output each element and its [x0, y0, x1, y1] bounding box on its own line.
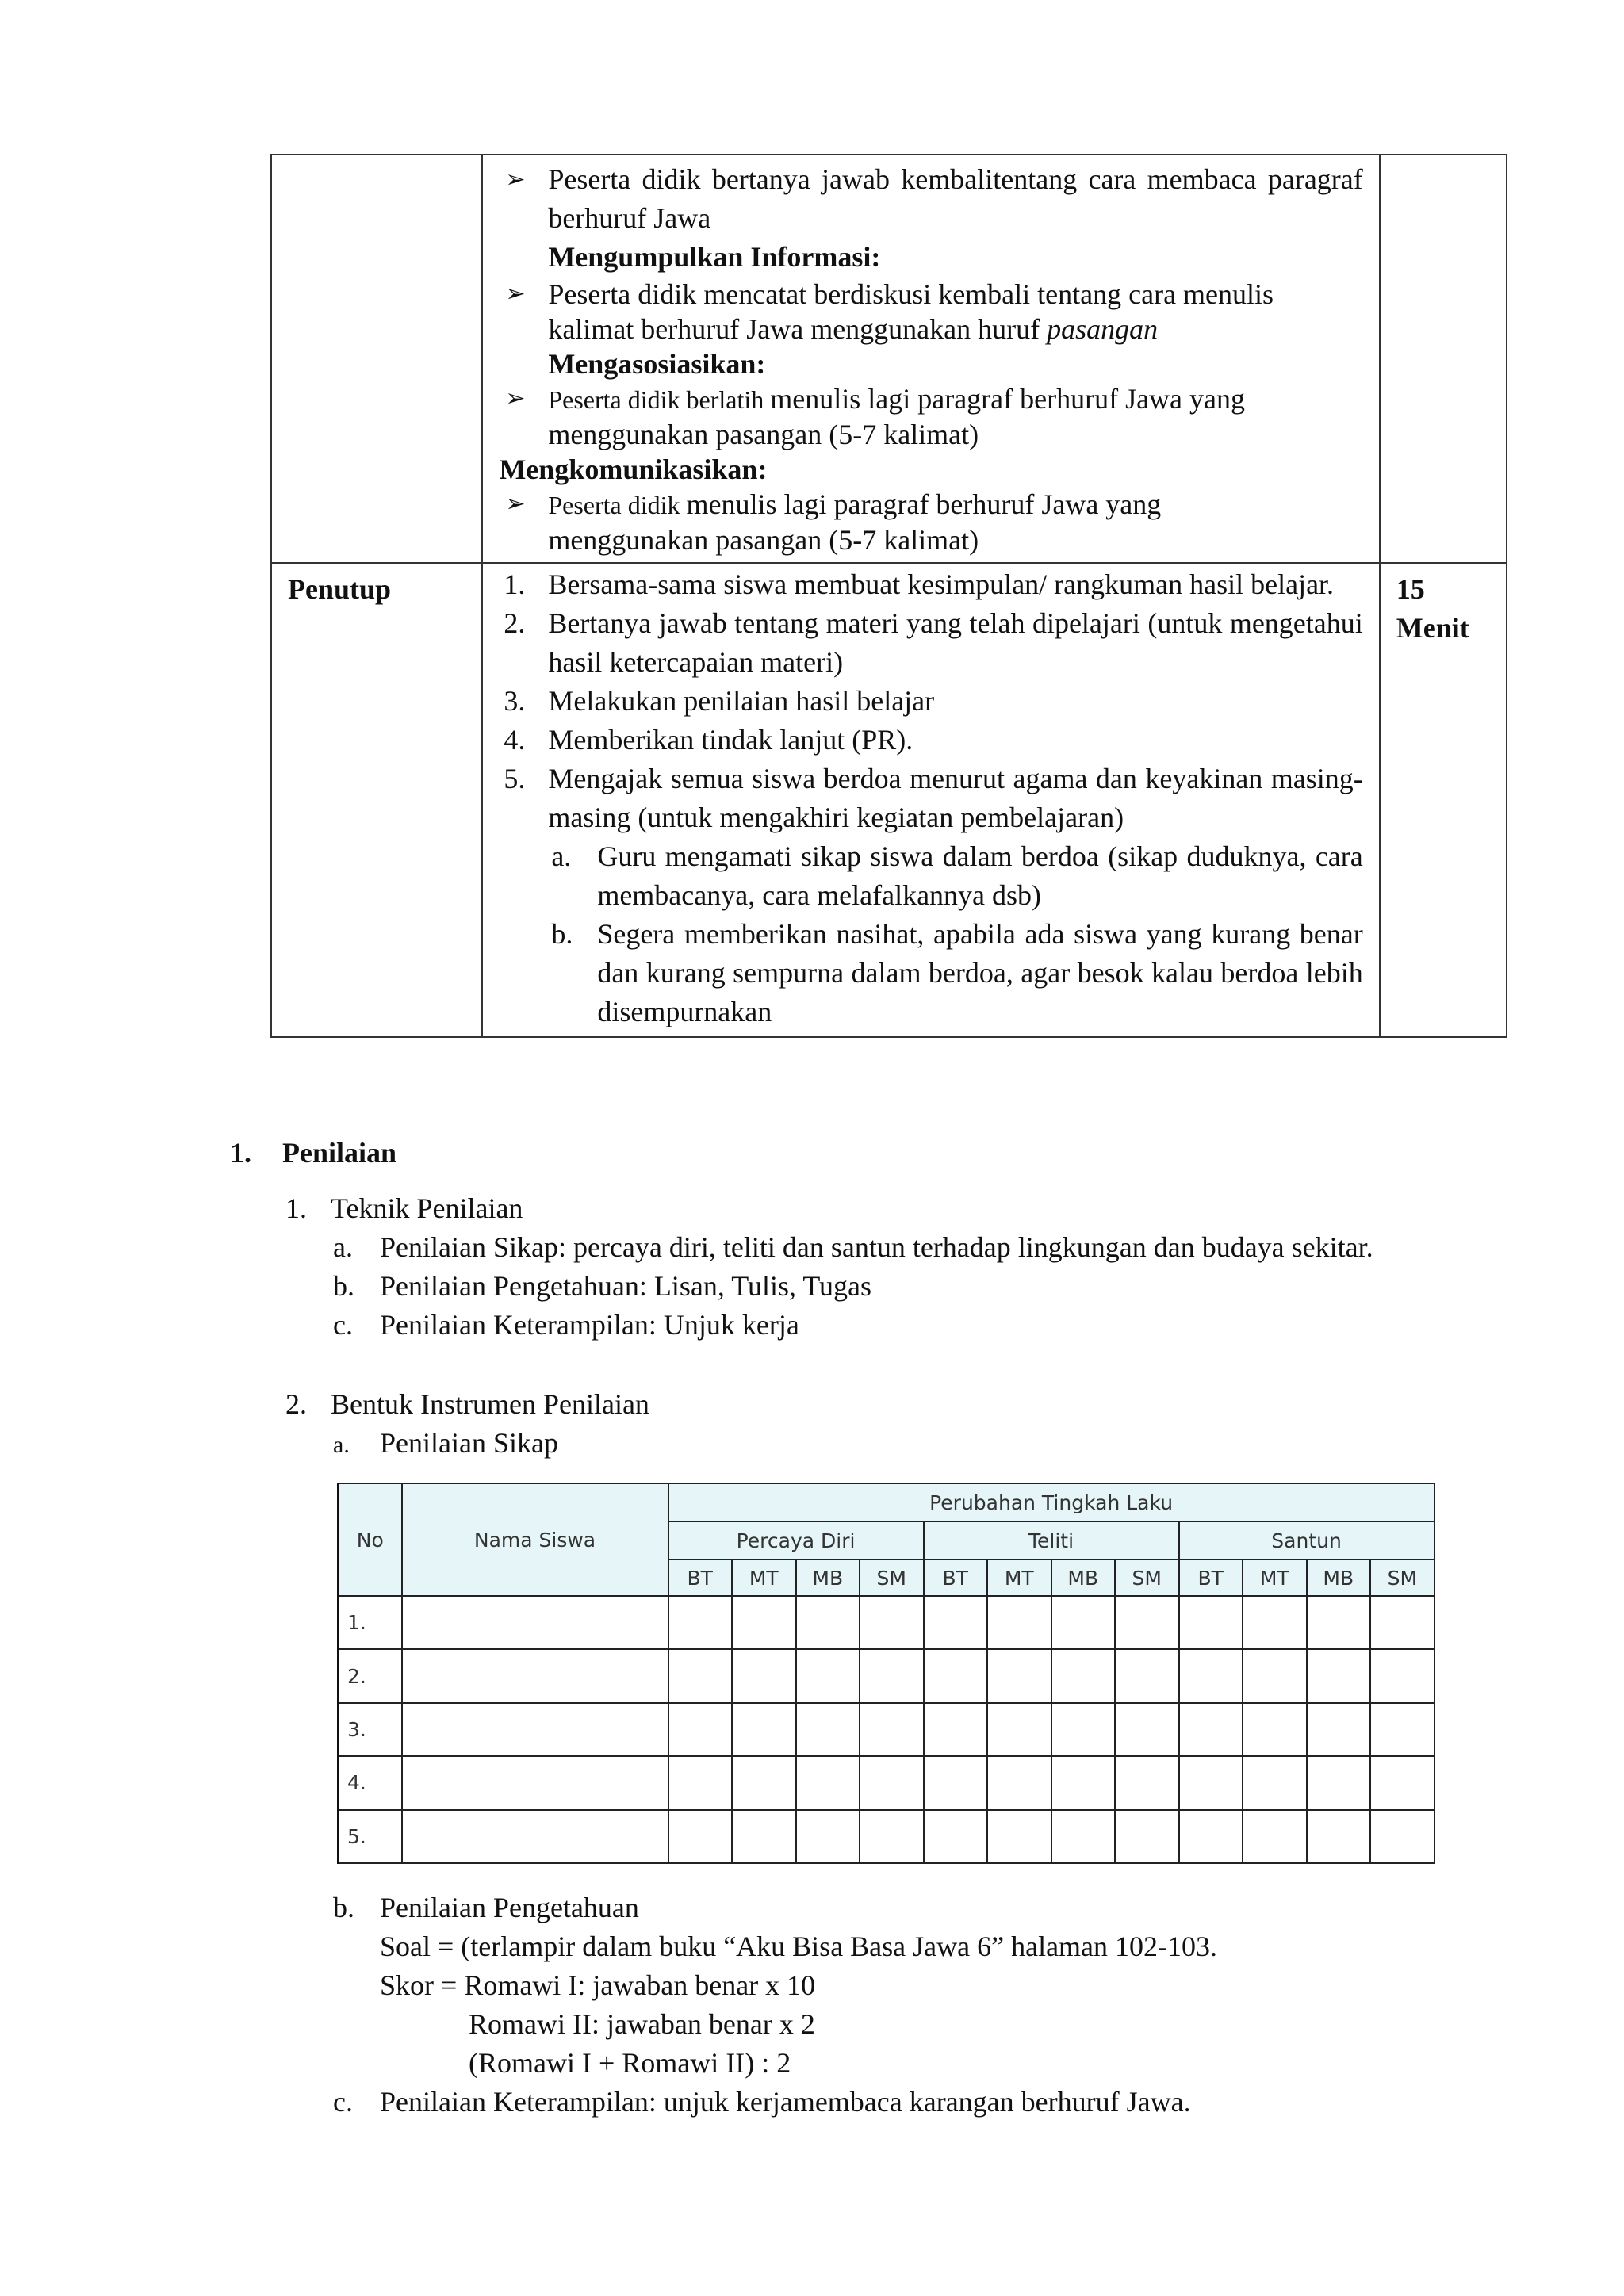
score-cell	[1243, 1596, 1307, 1649]
arrow-bullet-icon: ➢	[505, 280, 526, 308]
score-cell	[1370, 1703, 1434, 1756]
list-letter: c.	[333, 1309, 353, 1341]
row-number: 5.	[339, 1810, 402, 1863]
subheading: Mengumpulkan Informasi:	[548, 241, 881, 273]
student-name-cell	[402, 1596, 668, 1649]
score-cell	[732, 1810, 796, 1863]
score-formula: Skor = Romawi I: jawaban benar x 10	[380, 1969, 816, 2001]
score-cell	[924, 1649, 988, 1702]
score-cell	[1370, 1756, 1434, 1809]
score-cell	[796, 1649, 860, 1702]
score-cell	[860, 1756, 924, 1809]
closing-step	[499, 565, 1362, 604]
step-text: Mengajak semua siswa berdoa menurut agama dan keyakinan masing-masing (untuk mengakhiri kegiatan pembelajaran)	[548, 763, 1363, 833]
column-subheader: MB	[1307, 1559, 1371, 1596]
score-cell	[860, 1703, 924, 1756]
score-cell	[1243, 1703, 1307, 1756]
list-item: Penilaian Keterampilan: Unjuk kerja	[380, 1309, 799, 1341]
column-subheader: SM	[1115, 1559, 1179, 1596]
column-subheader: MT	[1243, 1559, 1307, 1596]
score-cell	[796, 1596, 860, 1649]
subheading: Mengkomunikasikan:	[499, 453, 768, 485]
row-number: 1.	[339, 1596, 402, 1649]
score-cell	[1307, 1810, 1371, 1863]
activity-cell	[482, 155, 1379, 563]
substep-letter: b.	[551, 918, 573, 950]
score-cell	[924, 1596, 988, 1649]
score-cell	[987, 1810, 1051, 1863]
attitude-assessment-table	[337, 1483, 1433, 1864]
step-number: 4.	[504, 724, 526, 756]
list-item: Penilaian Sikap	[380, 1427, 558, 1459]
list-letter: b.	[333, 1892, 354, 1923]
question-source: Soal = (terlampir dalam buku “Aku Bisa Basa Jawa 6” halaman 102-103.	[380, 1931, 1218, 1962]
column-subheader: BT	[668, 1559, 733, 1596]
score-cell	[1307, 1649, 1371, 1702]
closing-step	[499, 760, 1362, 837]
closing-step	[499, 721, 1362, 760]
column-subheader: MT	[732, 1559, 796, 1596]
list-letter: a.	[333, 1432, 350, 1458]
score-cell	[1179, 1649, 1243, 1702]
stage-cell	[271, 563, 482, 1037]
score-cell	[1115, 1756, 1179, 1809]
score-cell	[796, 1703, 860, 1756]
score-cell	[1370, 1810, 1434, 1863]
score-cell	[924, 1756, 988, 1809]
score-cell	[1051, 1596, 1116, 1649]
step-number: 2.	[504, 607, 526, 639]
list-number: 2.	[285, 1388, 307, 1420]
list-number: 1.	[285, 1192, 307, 1224]
score-cell	[1243, 1649, 1307, 1702]
table-row	[339, 1810, 1434, 1863]
column-subheader: BT	[924, 1559, 988, 1596]
activity-bullet: ➢ Peserta didik berlatih menulis lagi paragraf berhuruf Jawa yang menggunakan pasangan (5-7 kalimat)	[505, 383, 1246, 450]
student-name-cell	[402, 1756, 668, 1809]
score-cell	[1179, 1810, 1243, 1863]
step-text: Melakukan penilaian hasil belajar	[548, 685, 935, 717]
row-number: 4.	[339, 1756, 402, 1809]
arrow-bullet-icon: ➢	[505, 385, 526, 412]
activity-cell	[482, 563, 1379, 1037]
score-cell	[1115, 1810, 1179, 1863]
time-value: 15 Menit	[1396, 573, 1469, 644]
table-row	[339, 1756, 1434, 1809]
step-text: Bersama-sama siswa membuat kesimpulan/ rangkuman hasil belajar.	[548, 568, 1335, 600]
score-cell	[1307, 1756, 1371, 1809]
activity-table	[270, 154, 1507, 1038]
activity-row-penutup	[271, 563, 1507, 1037]
activity-bullet: ➢ Peserta didik menulis lagi paragraf berhuruf Jawa yang menggunakan pasangan (5-7 kalimat)	[505, 488, 1162, 556]
score-cell	[668, 1756, 733, 1809]
score-cell	[1051, 1756, 1116, 1809]
student-name-cell	[402, 1649, 668, 1702]
closing-substep	[499, 915, 1362, 1031]
score-cell	[987, 1756, 1051, 1809]
substep-text: Guru mengamati sikap siswa dalam berdoa (sikap duduknya, cara membacanya, cara melafalkannya dsb)	[597, 840, 1363, 911]
student-name-cell	[402, 1810, 668, 1863]
score-cell	[1243, 1810, 1307, 1863]
score-cell	[860, 1810, 924, 1863]
list-title: Teknik Penilaian	[331, 1192, 523, 1224]
column-header-name: Nama Siswa	[402, 1483, 668, 1596]
score-cell	[796, 1756, 860, 1809]
table-row	[339, 1596, 1434, 1649]
score-cell	[1115, 1703, 1179, 1756]
row-number: 3.	[339, 1703, 402, 1756]
list-item: Penilaian Keterampilan: unjuk kerjamembaca karangan berhuruf Jawa.	[380, 2086, 1191, 2118]
score-cell	[924, 1703, 988, 1756]
subheading: Mengasosiasikan:	[548, 348, 766, 380]
table-row	[339, 1703, 1434, 1756]
score-cell	[860, 1596, 924, 1649]
score-cell	[796, 1810, 860, 1863]
closing-step	[499, 604, 1362, 682]
activity-bullet: ➢ Peserta didik mencatat berdiskusi kembali tentang cara menulis kalimat berhuruf Jawa menggunakan huruf pasangan	[505, 278, 1274, 345]
time-cell	[1380, 563, 1507, 1037]
step-number: 3.	[504, 685, 526, 717]
score-cell	[732, 1703, 796, 1756]
activity-bullet: ➢ Peserta didik bertanya jawab kembalitentang cara membaca paragraf berhuruf Jawa	[499, 160, 1362, 238]
column-group-header: Percaya Diri	[668, 1521, 924, 1559]
score-cell	[1051, 1649, 1116, 1702]
list-letter: c.	[333, 2086, 353, 2118]
score-cell	[1051, 1810, 1116, 1863]
column-subheader: SM	[1370, 1559, 1434, 1596]
table-row	[339, 1649, 1434, 1702]
row-number: 2.	[339, 1649, 402, 1702]
score-cell	[668, 1649, 733, 1702]
step-text: Bertanya jawab tentang materi yang telah dipelajari (untuk mengetahui hasil ketercapaian materi)	[548, 607, 1363, 678]
activity-row-inti	[271, 155, 1507, 563]
score-cell	[860, 1649, 924, 1702]
score-cell	[1370, 1649, 1434, 1702]
score-cell	[924, 1810, 988, 1863]
list-letter: b.	[333, 1270, 354, 1302]
step-number: 5.	[504, 763, 526, 794]
column-subheader: BT	[1179, 1559, 1243, 1596]
column-subheader: MB	[1051, 1559, 1116, 1596]
score-cell	[1115, 1649, 1179, 1702]
list-item: Penilaian Sikap: percaya diri, teliti dan santun terhadap lingkungan dan budaya sekitar.	[380, 1231, 1373, 1263]
column-group-title: Perubahan Tingkah Laku	[668, 1483, 1434, 1521]
student-name-cell	[402, 1703, 668, 1756]
column-subheader: SM	[860, 1559, 924, 1596]
score-formula: (Romawi I + Romawi II) : 2	[469, 2047, 791, 2079]
column-header-no: No	[339, 1483, 402, 1596]
score-cell	[987, 1703, 1051, 1756]
score-cell	[1051, 1703, 1116, 1756]
score-cell	[668, 1596, 733, 1649]
score-cell	[1307, 1703, 1371, 1756]
list-title: Bentuk Instrumen Penilaian	[331, 1388, 649, 1420]
arrow-bullet-icon: ➢	[505, 166, 526, 193]
score-cell	[1370, 1596, 1434, 1649]
substep-letter: a.	[551, 840, 572, 872]
column-subheader: MB	[796, 1559, 860, 1596]
time-cell-empty	[1380, 155, 1507, 563]
arrow-bullet-icon: ➢	[505, 490, 526, 518]
score-cell	[1243, 1756, 1307, 1809]
score-cell	[1179, 1703, 1243, 1756]
step-text: Memberikan tindak lanjut (PR).	[548, 724, 914, 756]
stage-cell-empty	[271, 155, 482, 563]
list-letter: a.	[333, 1231, 353, 1263]
table-header-row	[339, 1483, 1434, 1521]
score-cell	[987, 1649, 1051, 1702]
list-item: Penilaian Pengetahuan: Lisan, Tulis, Tugas	[380, 1270, 872, 1302]
score-cell	[1307, 1596, 1371, 1649]
column-group-header: Teliti	[924, 1521, 1179, 1559]
score-cell	[668, 1810, 733, 1863]
score-cell	[732, 1649, 796, 1702]
score-cell	[1179, 1756, 1243, 1809]
substep-text: Segera memberikan nasihat, apabila ada siswa yang kurang benar dan kurang sempurna dalam berdoa, agar besok kalau berdoa lebih disempurnakan	[597, 918, 1363, 1027]
score-cell	[732, 1596, 796, 1649]
stage-label: Penutup	[288, 573, 392, 605]
closing-step	[499, 682, 1362, 721]
score-cell	[668, 1703, 733, 1756]
column-group-header: Santun	[1179, 1521, 1434, 1559]
score-cell	[1115, 1596, 1179, 1649]
score-cell	[987, 1596, 1051, 1649]
score-cell	[732, 1756, 796, 1809]
closing-substep	[499, 837, 1362, 915]
column-subheader: MT	[987, 1559, 1051, 1596]
list-item: Penilaian Pengetahuan	[380, 1892, 639, 1923]
step-number: 1.	[504, 568, 526, 600]
score-cell	[1179, 1596, 1243, 1649]
score-formula: Romawi II: jawaban benar x 2	[469, 2008, 815, 2040]
